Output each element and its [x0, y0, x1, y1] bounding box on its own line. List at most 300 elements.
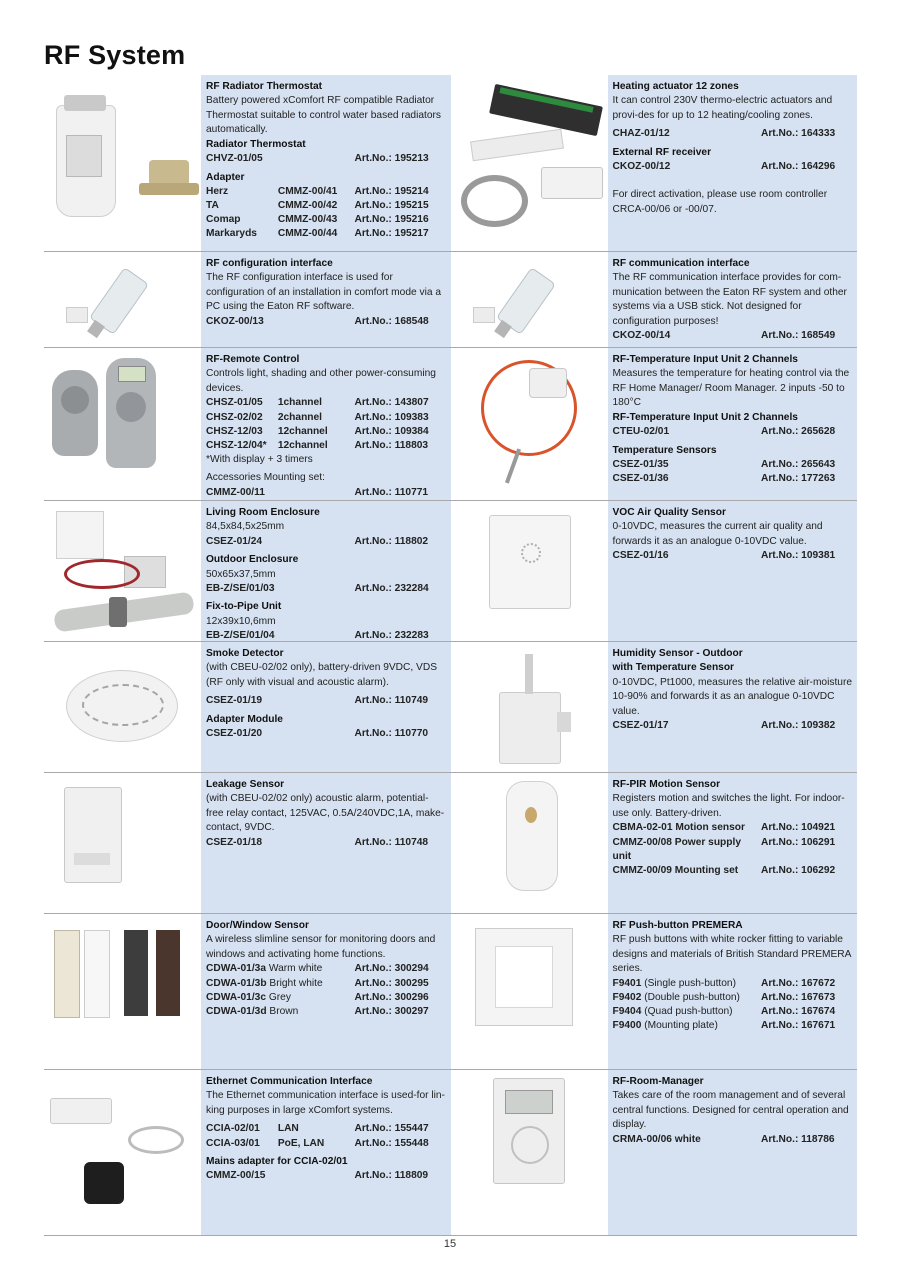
article-table	[206, 535, 446, 549]
article-code: EB-Z/SE/01/04	[206, 630, 275, 642]
article-row	[613, 472, 853, 486]
article-table	[613, 977, 853, 1033]
product-details	[201, 501, 451, 641]
temperature-input-image	[451, 348, 608, 500]
article-number: Art.No.: 168548	[354, 315, 429, 327]
article-row	[206, 582, 446, 596]
product-description: The Ethernet communication interface is used-for lin-king purposes in large xComfort systems.	[206, 1090, 445, 1116]
article-table	[206, 1122, 446, 1150]
article-number: Art.No.: 195216	[354, 214, 429, 226]
article-row	[613, 821, 853, 835]
sensor-bright-white	[84, 930, 110, 1018]
article-row	[206, 486, 446, 500]
product-description: Battery powered xComfort RF compatible Radiator Thermostat suitable to control water based radiators automatically.	[206, 95, 441, 136]
article-number: Art.No.: 167671	[760, 1020, 836, 1032]
product-title: RF communication interface	[612, 258, 750, 269]
article-code: CBMA-02-01 Motion sensor	[612, 822, 745, 834]
article-variant: CMMZ-00/42	[277, 200, 338, 212]
product-details	[201, 75, 451, 251]
article-variant: (Quad push-button)	[641, 1006, 733, 1018]
product-title-line2: with Temperature Sensor	[612, 662, 735, 674]
article-row	[206, 1122, 446, 1136]
product-title: Heating actuator 12 zones	[612, 81, 739, 92]
product-title: RF Push-button PREMERA	[612, 920, 743, 931]
product-description: RF push buttons with white rocker fitting to variable designs and materials of British Standard PREMERA series.	[612, 934, 851, 975]
room-manager-image	[451, 1070, 608, 1235]
product-details	[608, 773, 858, 913]
article-variant: CMMZ-00/43	[277, 214, 338, 226]
product-title: RF-Remote Control	[206, 354, 300, 365]
article-table	[613, 160, 853, 174]
article-code: CDWA-01/3a	[206, 963, 267, 975]
catalog-row	[44, 501, 857, 642]
article-table	[206, 727, 446, 741]
article-number: Art.No.: 168549	[760, 330, 836, 342]
article-number: Art.No.: 177263	[760, 473, 836, 485]
article-row	[206, 535, 446, 549]
article-code: F9402	[612, 992, 642, 1004]
product-entry	[451, 501, 858, 641]
article-number: Art.No.: 300296	[354, 991, 429, 1003]
article-number: Art.No.: 118803	[354, 439, 429, 451]
article-code: CKOZ-00/14	[612, 330, 671, 342]
article-number: Art.No.: 164296	[760, 161, 836, 173]
leakage-housing	[64, 787, 122, 883]
article-code: CHSZ-12/03	[206, 425, 263, 437]
accessories-label: Accessories Mounting set:	[206, 472, 325, 484]
sensor-warm-white	[54, 930, 80, 1018]
pipe-clamp	[109, 597, 127, 627]
article-row	[206, 425, 446, 439]
voc-vents	[521, 543, 541, 563]
article-number: Art.No.: 118786	[760, 1133, 835, 1145]
product-description: Measures the temperature for heating control via the RF Home Manager/ Room Manager. 2 inputs -50 to 180°C	[612, 368, 850, 409]
article-number: Art.No.: 300294	[354, 963, 429, 975]
article-table	[613, 549, 853, 563]
leakage-sensor-image	[44, 773, 201, 913]
rocker	[495, 946, 553, 1008]
product-title: Door/Window Sensor	[206, 920, 309, 931]
adapter-base	[139, 183, 199, 195]
article-row	[206, 1137, 446, 1151]
article-table	[613, 1133, 853, 1147]
article-code: Comap	[206, 214, 241, 226]
article-row	[206, 411, 446, 425]
remote-control-image	[44, 348, 201, 500]
article-number: Art.No.: 195214	[354, 185, 429, 197]
product-note: For direct activation, please use room controller CRCA-00/06 or -00/07.	[612, 189, 828, 215]
pir-lens	[525, 807, 537, 823]
article-code: CMMZ-00/09 Mounting set	[612, 864, 739, 876]
group-heading: Adapter	[206, 171, 245, 183]
sensor-cable	[64, 559, 140, 589]
catalog-row	[44, 252, 857, 348]
leakage-label	[74, 853, 110, 865]
input-unit	[529, 368, 567, 398]
article-variant: Warm white	[266, 963, 323, 975]
article-number: Art.No.: 300295	[354, 977, 429, 989]
article-number: Art.No.: 232284	[354, 583, 429, 595]
product-note: *With display + 3 timers	[206, 453, 313, 465]
product-title: Humidity Sensor - Outdoor	[612, 648, 743, 659]
product-description: It can control 230V thermo-electric actuators and provi-des for up to 12 heating/cooling zones.	[612, 95, 833, 121]
product-description: The RF communication interface provides for com-munication between the Eaton RF system and other systems via a USB stick. Not designed for configuration purposes!	[612, 272, 847, 327]
article-row	[206, 962, 446, 976]
product-entry	[44, 348, 451, 500]
article-table	[613, 458, 853, 486]
usb-comm-stick-image	[451, 252, 608, 347]
smoke-vents	[82, 684, 164, 726]
door-window-sensor-image	[44, 914, 201, 1069]
humidity-sensor-image	[451, 642, 608, 772]
article-table	[206, 315, 446, 329]
article-row	[206, 439, 446, 453]
product-entry	[451, 1070, 858, 1235]
thermostat-display	[66, 135, 102, 177]
probe-tip	[504, 448, 520, 483]
article-code: CCIA-02/01	[206, 1123, 260, 1135]
product-details	[201, 914, 451, 1069]
article-variant: (Double push-button)	[641, 992, 740, 1004]
product-title: Smoke Detector	[206, 648, 284, 659]
remote-small-keys	[61, 386, 89, 414]
article-table	[613, 329, 853, 343]
article-row	[613, 549, 853, 563]
article-variant: 12channel	[277, 439, 328, 451]
product-details	[608, 914, 858, 1069]
article-number: Art.No.: 110771	[354, 486, 429, 498]
product-title: RF-PIR Motion Sensor	[612, 779, 721, 790]
product-title: RF configuration interface	[206, 258, 333, 269]
product-description: The RF configuration interface is used for configuration of an installation in comfort mode via a PC using the Eaton RF software.	[206, 272, 442, 313]
article-row	[613, 864, 853, 878]
product-title: VOC Air Quality Sensor	[612, 507, 726, 518]
article-table	[206, 152, 446, 166]
article-number: Art.No.: 164333	[760, 128, 836, 140]
article-row	[206, 977, 446, 991]
ethernet-interface-image	[44, 1070, 201, 1235]
article-code: CSEZ-01/19	[206, 695, 263, 707]
article-code-cell	[206, 977, 354, 991]
article-row	[613, 1005, 853, 1019]
article-row	[206, 1169, 446, 1183]
article-code: EB-Z/SE/01/03	[206, 583, 275, 595]
article-code: CSEZ-01/35	[612, 458, 669, 470]
product-entry	[451, 75, 858, 251]
product-entry	[451, 642, 858, 772]
product-details	[201, 773, 451, 913]
article-code-cell	[613, 1005, 761, 1019]
article-number: Art.No.: 109384	[354, 425, 429, 437]
article-code: CCIA-03/01	[206, 1137, 260, 1149]
product-description: (with CBEU-02/02 only) acoustic alarm, potential-free relay contact, 125VAC, 0.5A/240VDC,1A, make-contact, 9VDC.	[206, 793, 445, 834]
article-code: CMMZ-00/15	[206, 1170, 266, 1182]
room-manager-dial	[511, 1126, 549, 1164]
remote-large-keys	[116, 392, 146, 422]
article-variant: 12channel	[277, 425, 328, 437]
mains-adapter	[84, 1162, 124, 1204]
article-number: Art.No.: 110749	[354, 695, 429, 707]
article-code: CTEU-02/01	[612, 426, 670, 438]
article-number: Art.No.: 155448	[354, 1137, 429, 1149]
group-heading: Outdoor Enclosure	[206, 554, 299, 566]
product-entry	[44, 1070, 451, 1235]
actuator-cover	[470, 129, 564, 162]
catalog-row	[44, 1070, 857, 1236]
product-description: Takes care of the room management and of several central functions. Designed for central operation and display.	[612, 1090, 849, 1131]
remote-display	[118, 366, 146, 382]
sensor-grey	[124, 930, 148, 1016]
article-code: CHAZ-01/12	[612, 128, 670, 140]
accessories-table	[206, 486, 446, 500]
cable-coil	[461, 175, 528, 227]
article-table	[613, 719, 853, 733]
group-heading: External RF receiver	[612, 146, 712, 158]
article-row	[206, 694, 446, 708]
article-row	[206, 227, 446, 241]
article-row	[613, 160, 853, 174]
product-details	[608, 501, 858, 641]
group-heading: Mains adapter for CCIA-02/01	[206, 1155, 348, 1167]
usb-config-stick-image	[44, 252, 201, 347]
article-code: CRMA-00/06 white	[612, 1133, 701, 1145]
page-number: 15	[443, 1238, 457, 1250]
article-code: CKOZ-00/12	[612, 161, 671, 173]
usb-cap	[473, 307, 495, 323]
thermostat-cap	[64, 95, 106, 111]
article-number: Art.No.: 300297	[354, 1005, 429, 1017]
article-table	[206, 694, 446, 708]
radiator-thermostat-image	[44, 75, 201, 251]
article-number: Art.No.: 195215	[354, 200, 429, 212]
catalog-row	[44, 75, 857, 252]
product-details	[608, 1070, 858, 1235]
ethernet-box	[50, 1098, 112, 1124]
article-code: CSEZ-01/18	[206, 836, 263, 848]
product-entry	[44, 773, 451, 913]
article-code: F9401	[612, 977, 642, 989]
product-entry	[451, 252, 858, 347]
product-description: Controls light, shading and other power-consuming devices.	[206, 368, 436, 394]
article-number: Art.No.: 167674	[760, 1006, 836, 1018]
article-variant: CMMZ-00/44	[277, 228, 338, 240]
voc-sensor-image	[451, 501, 608, 641]
article-row	[206, 1005, 446, 1019]
smoke-detector-image	[44, 642, 201, 772]
article-number: Art.No.: 110748	[354, 836, 429, 848]
product-details	[608, 252, 858, 347]
product-title: Living Room Enclosure	[206, 507, 320, 518]
product-description: (with CBEU-02/02 only), battery-driven 9VDC, VDS (RF only with visual and acoustic alarm).	[206, 662, 437, 688]
humidity-housing	[499, 692, 561, 764]
product-entry	[44, 642, 451, 772]
product-details	[201, 1070, 451, 1235]
group-heading: Adapter Module	[206, 713, 283, 725]
article-row	[206, 727, 446, 741]
article-table	[613, 425, 853, 439]
product-description: 84,5x84,5x25mm	[206, 521, 285, 533]
pir-housing	[506, 781, 558, 891]
article-row	[206, 396, 446, 410]
article-table	[206, 1169, 446, 1183]
article-code: CHSZ-01/05	[206, 397, 263, 409]
article-row	[613, 127, 853, 141]
product-entry	[44, 501, 451, 641]
article-variant: LAN	[277, 1123, 299, 1135]
article-code: TA	[206, 200, 219, 212]
product-details	[201, 252, 451, 347]
article-row	[206, 199, 446, 213]
article-code: CSEZ-01/17	[612, 720, 669, 732]
article-code: CSEZ-01/16	[612, 550, 669, 562]
article-number: Art.No.: 167673	[760, 992, 836, 1004]
group-heading: Radiator Thermostat	[206, 138, 306, 150]
group-dimensions: 12x39x10,6mm	[206, 615, 276, 627]
article-row	[613, 836, 853, 864]
article-code: CMMZ-00/08 Power supply unit	[612, 836, 742, 862]
article-table	[206, 396, 446, 452]
article-row	[206, 152, 446, 166]
product-details	[608, 75, 858, 251]
room-manager-display	[505, 1090, 553, 1114]
article-number: Art.No.: 104921	[760, 822, 836, 834]
article-code: Herz	[206, 185, 229, 197]
article-code: CDWA-01/3b	[206, 977, 267, 989]
article-table	[613, 821, 853, 877]
article-code-cell	[613, 977, 761, 991]
article-row	[613, 719, 853, 733]
article-number: Art.No.: 106292	[760, 864, 836, 876]
article-row	[613, 425, 853, 439]
group-dimensions: 50x65x37,5mm	[206, 568, 276, 580]
product-entry	[44, 75, 451, 251]
product-entry	[451, 348, 858, 500]
article-number: Art.No.: 109381	[760, 550, 836, 562]
article-variant: Bright white	[266, 977, 323, 989]
article-row	[613, 329, 853, 343]
article-variant: CMMZ-00/41	[277, 185, 338, 197]
article-table	[206, 185, 446, 241]
product-title: Leakage Sensor	[206, 779, 285, 790]
article-variant: (Single push-button)	[641, 977, 736, 989]
article-table	[613, 127, 853, 141]
article-code: CSEZ-01/20	[206, 728, 263, 740]
product-details	[608, 642, 858, 772]
group-heading: RF-Temperature Input Unit 2 Channels	[612, 411, 798, 423]
article-number: Art.No.: 195217	[354, 228, 429, 240]
push-button-image	[451, 914, 608, 1069]
article-row	[206, 315, 446, 329]
article-code-cell	[613, 991, 761, 1005]
article-code: CSEZ-01/24	[206, 535, 263, 547]
article-code: CSEZ-01/36	[612, 473, 669, 485]
product-entry	[44, 252, 451, 347]
lan-cable	[128, 1126, 184, 1154]
catalog-row	[44, 773, 857, 914]
article-variant: Grey	[266, 991, 291, 1003]
article-code: CHSZ-12/04*	[206, 439, 267, 451]
product-details	[608, 348, 858, 500]
product-entry	[44, 914, 451, 1069]
article-code-cell	[613, 1019, 761, 1033]
article-number: Art.No.: 232283	[354, 630, 429, 642]
article-table	[206, 582, 446, 596]
article-code: CDWA-01/3c	[206, 991, 267, 1003]
article-number: Art.No.: 109383	[354, 411, 429, 423]
article-code: F9404	[612, 1006, 642, 1018]
catalog-row	[44, 642, 857, 773]
article-row	[206, 836, 446, 850]
product-description: Registers motion and switches the light. For indoor-use only. Battery-driven.	[612, 793, 845, 819]
article-variant: 2channel	[277, 411, 323, 423]
article-number: Art.No.: 143807	[354, 397, 429, 409]
rf-receiver	[541, 167, 603, 199]
article-variant: 1channel	[277, 397, 323, 409]
page-title: RF System	[44, 40, 186, 70]
product-description: A wireless slimline sensor for monitoring doors and windows and activating home functions.	[206, 934, 436, 960]
article-number: Art.No.: 265628	[760, 426, 836, 438]
pir-motion-sensor-image	[451, 773, 608, 913]
article-number: Art.No.: 106291	[760, 836, 836, 848]
article-variant: Brown	[266, 1005, 299, 1017]
article-code: CHVZ-01/05	[206, 153, 263, 165]
product-entry	[451, 914, 858, 1069]
article-number: Art.No.: 167672	[760, 977, 836, 989]
article-number: Art.No.: 109382	[760, 720, 836, 732]
article-code: CHSZ-02/02	[206, 411, 263, 423]
product-title: Ethernet Communication Interface	[206, 1076, 373, 1087]
article-table	[206, 836, 446, 850]
group-heading: Fix-to-Pipe Unit	[206, 601, 282, 613]
article-row	[613, 977, 853, 991]
article-number: Art.No.: 118809	[354, 1170, 429, 1182]
article-code: CKOZ-00/13	[206, 315, 264, 327]
article-number: Art.No.: 155447	[354, 1123, 429, 1135]
article-number: Art.No.: 265643	[760, 458, 836, 470]
article-code: Markaryds	[206, 228, 257, 240]
product-title: RF-Room-Manager	[612, 1076, 704, 1087]
article-row	[206, 185, 446, 199]
article-row	[613, 1133, 853, 1147]
article-variant: PoE, LAN	[277, 1137, 325, 1149]
article-code-cell	[206, 991, 354, 1005]
article-variant: (Mounting plate)	[641, 1020, 718, 1032]
article-row	[206, 991, 446, 1005]
product-catalog	[44, 75, 857, 1236]
article-code-cell	[206, 962, 354, 976]
product-title: RF-Temperature Input Unit 2 Channels	[612, 354, 798, 365]
catalog-row	[44, 914, 857, 1070]
usb-cap	[66, 307, 88, 323]
product-description: 0-10VDC, Pt1000, measures the relative air-moisture 10-90% and forwards it as an analogue 0-10VDC value.	[612, 676, 853, 717]
cable-gland	[557, 712, 571, 732]
article-code: CMMZ-00/11	[206, 486, 265, 498]
article-code-cell	[206, 1005, 354, 1019]
catalog-row	[44, 348, 857, 501]
article-table	[206, 962, 446, 1018]
sensor-brown	[156, 930, 180, 1016]
article-number: Art.No.: 118802	[354, 535, 429, 547]
article-number: Art.No.: 195213	[354, 153, 429, 165]
product-title: RF Radiator Thermostat	[206, 81, 323, 92]
product-details	[201, 642, 451, 772]
product-description: 0-10VDC, measures the current air quality and forwards it as an analogue 0-10VDC value.	[612, 521, 823, 547]
article-row	[613, 458, 853, 472]
enclosure-image	[44, 501, 201, 641]
article-code: F9400	[612, 1020, 642, 1032]
product-details	[201, 348, 451, 500]
heating-actuator-image	[451, 75, 608, 251]
